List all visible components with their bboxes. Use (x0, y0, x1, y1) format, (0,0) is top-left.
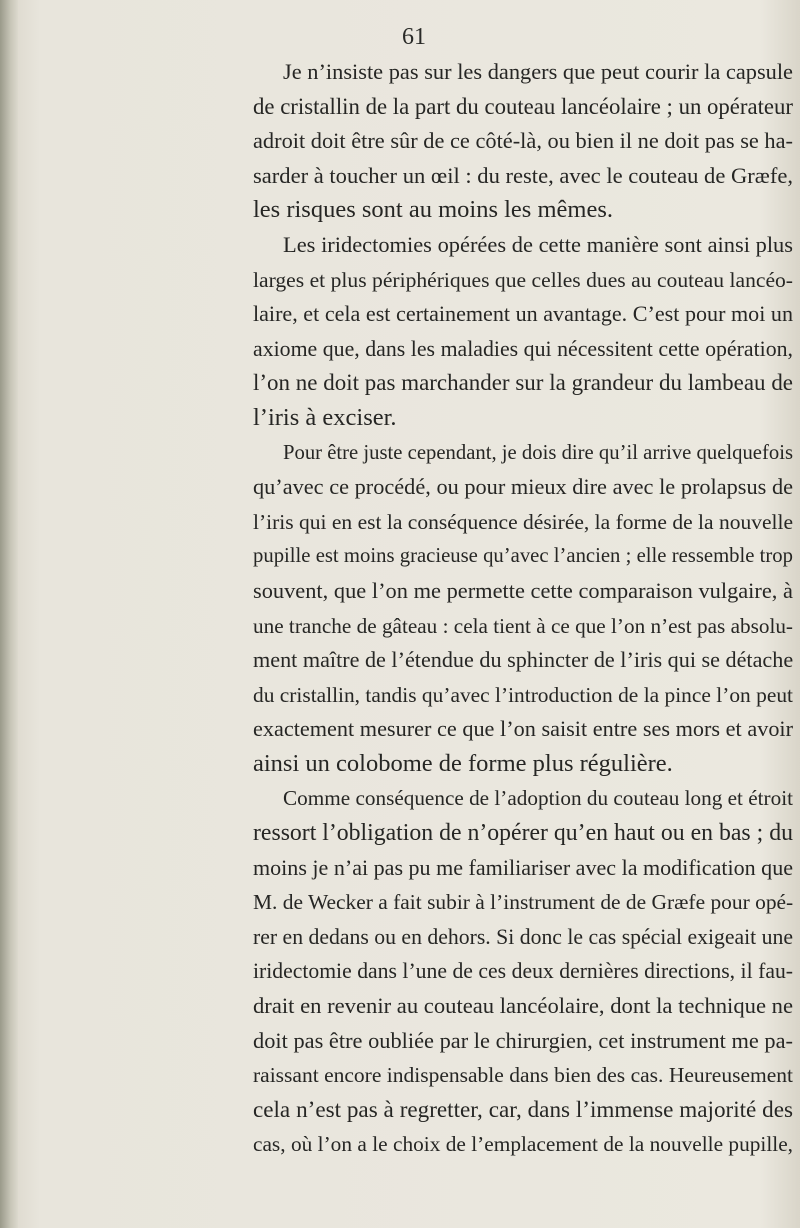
text-line: de cristallin de la part du couteau lancéolaire ; un opérateur (253, 93, 793, 119)
body-text (253, 55, 793, 1162)
text-line: l’iris qui en est la conséquence désirée, la forme de la nouvelle (253, 509, 793, 534)
text-line: laire, et cela est certainement un avantage. C’est pour moi un (253, 301, 793, 327)
text-line: Comme conséquence de l’adoption du couteau long et étroit (283, 786, 793, 811)
text-line: souvent, que l’on me permette cette comparaison vulgaire, à (253, 577, 793, 603)
text-line: les risques sont au moins les mêmes. (253, 196, 613, 224)
text-line: du cristallin, tandis qu’avec l’introduction de la pince l’on peut (253, 682, 793, 707)
text-line: ainsi un colobome de forme plus régulière. (253, 749, 673, 777)
text-line: l’iris à exciser. (253, 403, 397, 431)
book-spine-shadow (0, 0, 18, 1228)
text-line: qu’avec ce procédé, ou pour mieux dire avec le prolapsus de (253, 474, 793, 500)
text-line: ment maître de l’étendue du sphincter de l’iris qui se détache (253, 647, 794, 673)
text-line: iridectomie dans l’une de ces deux dernières directions, il fau- (253, 959, 793, 984)
text-line: exactement mesurer ce que l’on saisit entre ses mors et avoir (253, 716, 793, 742)
text-line: cas, où l’on a le choix de l’emplacement de la nouvelle pupille, (253, 1132, 793, 1157)
text-line: cela n’est pas à regretter, car, dans l’immense majorité des (253, 1096, 793, 1123)
text-line: raissant encore indispensable dans bien des cas. Heureusement (253, 1063, 793, 1088)
text-line: moins je n’ai pas pu me familiariser avec la modification que (253, 854, 793, 880)
page-number: 61 (402, 24, 426, 50)
text-line: Je n’insiste pas sur les dangers que peut courir la capsule (283, 59, 793, 84)
text-line: l’on ne doit pas marchander sur la grandeur du lambeau de (253, 370, 793, 396)
text-line: doit pas être oubliée par le chirurgien, cet instrument me pa- (253, 1027, 793, 1053)
text-line: Pour être juste cependant, je dois dire qu’il arrive quelquefois (283, 441, 793, 464)
text-line: ressort l’obligation de n’opérer qu’en haut ou en bas ; du (253, 820, 793, 847)
text-line: Les iridectomies opérées de cette manière sont ainsi plus (283, 231, 793, 257)
text-line: rer en dedans ou en dehors. Si donc le cas spécial exigeait une (253, 924, 793, 949)
text-line: pupille est moins gracieuse qu’avec l’ancien ; elle ressemble trop (253, 545, 793, 568)
text-line: M. de Wecker a fait subir à l’instrument de de Græfe pour opé- (253, 890, 794, 915)
text-line: drait en revenir au couteau lancéolaire, dont la technique ne (253, 993, 793, 1019)
text-line: larges et plus périphériques que celles dues au couteau lancéo- (253, 267, 793, 292)
text-line: adroit doit être sûr de ce côté-là, ou bien il ne doit pas se ha- (253, 128, 793, 154)
text-line: sarder à toucher un œil : du reste, avec le couteau de Græfe, (253, 162, 794, 188)
text-line: une tranche de gâteau : cela tient à ce que l’on n’est pas absolu- (253, 613, 793, 638)
text-line: axiome que, dans les maladies qui nécessitent cette opération, (253, 336, 793, 361)
